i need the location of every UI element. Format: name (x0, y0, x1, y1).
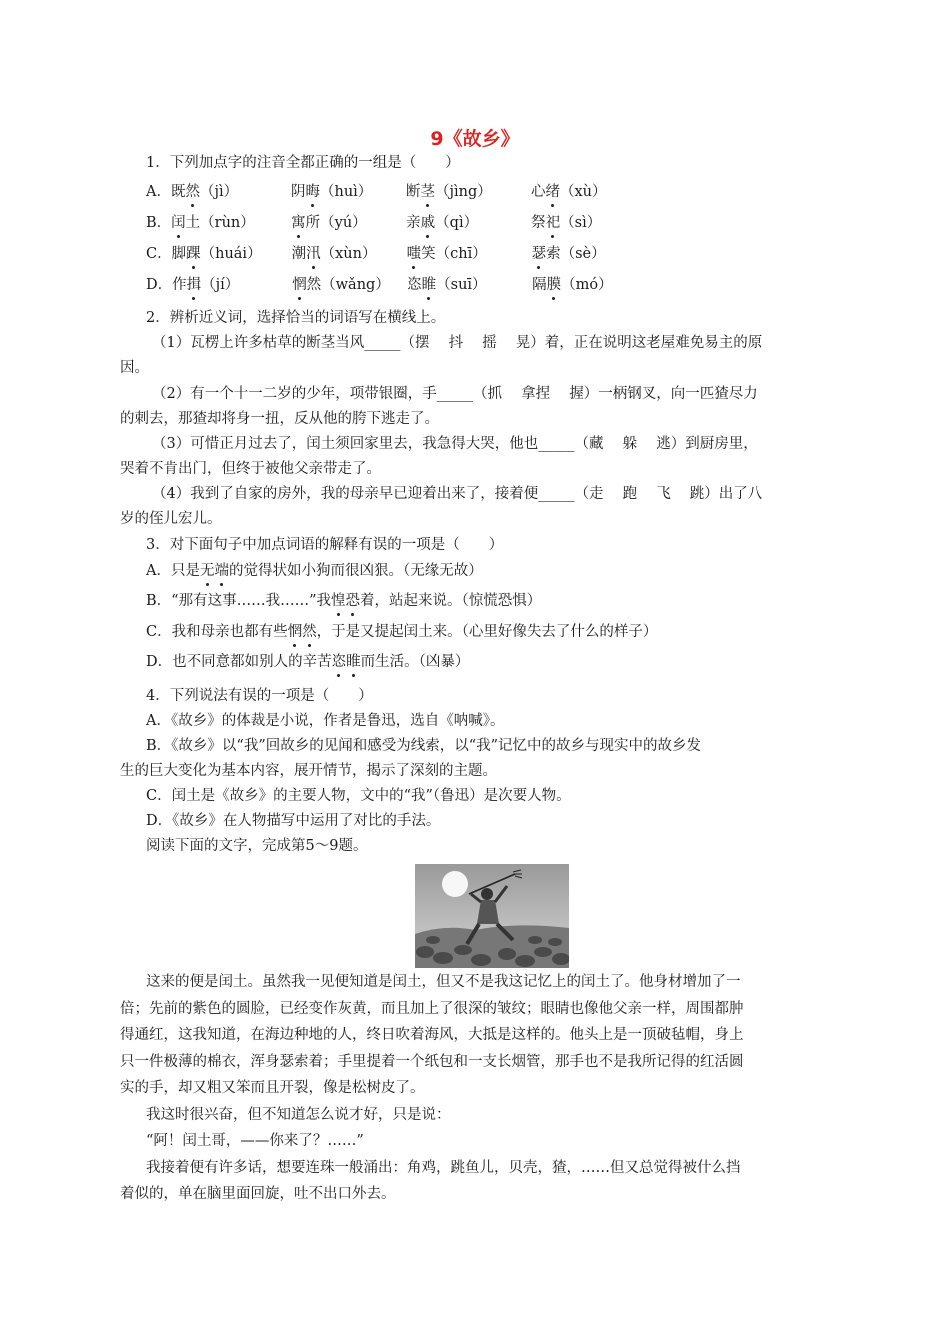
q1-dotted-char: 祀 (545, 215, 561, 231)
q1-char: 隔 (532, 277, 547, 293)
q1-pinyin: （qì） (435, 215, 479, 231)
q1-pinyin: 所（yú） (305, 215, 367, 231)
q1-char: 阴 (290, 184, 306, 200)
q4-option-b[interactable]: B．《故乡》以“我”回故乡的见闻和感受为线索，以“我”记忆中的故乡与现实中的故乡发 (146, 738, 702, 754)
q1-pinyin: （huì） (319, 184, 373, 200)
q2-line: （1）瓦楞上许多枯草的断茎当风_____（摆 抖 摇 晃）着，正在说明这老屋难免易主的原 (152, 335, 763, 351)
q1-option-a[interactable] (146, 182, 631, 202)
q1-dotted-char: 寓 (291, 215, 306, 231)
q1-choice-item (407, 244, 532, 264)
q3-stem: 3．对下面句子中加点词语的解释有误的一项是（ ） (146, 537, 504, 553)
q2-line: 岁的侄儿宏儿。 (120, 511, 222, 527)
q1-choice-item (292, 244, 407, 264)
q1-pinyin: （huái） (200, 246, 262, 262)
q1-choice-item (171, 182, 291, 202)
q4-stem: 4．下列说法有误的一项是（ ） (146, 688, 373, 704)
q3-option-d[interactable] (146, 652, 469, 672)
q3-text: 的觉得状如小狗而很凶狠。（无缘无故） (228, 563, 483, 579)
q3-option-b[interactable] (146, 591, 541, 611)
q3-dotted-char: 恣 (331, 654, 347, 670)
q3-dotted-char: 然 (302, 624, 317, 640)
q1-pinyin: （jì） (199, 184, 239, 200)
q1-char: 断 (405, 184, 421, 200)
q1-stem: 1．下列加点字的注音全都正确的一组是（ ） (146, 155, 460, 171)
q1-pinyin: 然（wǎng） (306, 277, 390, 293)
passage-line: 着似的，单在脑里面回旋，吐不出口外去。 (120, 1186, 396, 1202)
q1-choice-item (172, 275, 292, 295)
q1-choice-item (531, 213, 631, 233)
q1-pinyin: （mó） (561, 277, 613, 293)
q1-pinyin: （sì） (560, 215, 602, 231)
q1-char: 脚 (171, 246, 187, 262)
q3-text: ，于是又提起闰土来。（心里好像失去了什么的样子） (316, 624, 658, 640)
q3-dotted-word (288, 624, 317, 640)
q1-dotted-char: 膜 (546, 277, 562, 293)
q4-option-a[interactable]: A．《故乡》的体裁是小说，作者是鲁迅，选自《呐喊》。 (146, 713, 505, 729)
q1-option-d[interactable] (146, 275, 632, 295)
q1-char: 潮 (291, 246, 307, 262)
q1-pinyin: （xùn） (320, 246, 377, 262)
q2-stem: 2．辨析近义词，选择恰当的词语写在横线上。 (146, 310, 446, 326)
page-title: 9《故乡》 (430, 128, 520, 150)
q3-option-a[interactable] (146, 561, 483, 581)
q3-text: 而生活。（凶暴） (360, 654, 470, 670)
passage-line: 这来的便是闰土。虽然我一见便知道是闰土，但又不是我这记忆上的闰土了。他身材增加了一 (146, 974, 741, 990)
q1-dotted-char: 晦 (305, 184, 320, 200)
q1-dotted-char: 踝 (186, 246, 201, 262)
q1-option-label: C． (146, 246, 172, 262)
q1-option-label: D． (146, 277, 173, 293)
q1-choice-item (171, 213, 291, 233)
q1-char: 祭 (531, 215, 546, 231)
q1-dotted-char: 嗤 (406, 246, 422, 262)
q1-dotted-char: 戚 (420, 215, 436, 231)
q1-pinyin: （jí） (201, 277, 240, 293)
passage-line: 得通红，这我知道，在海边种地的人，终日吹着海风，大抵是这样的。他头上是一顶破毡帽，身上 (120, 1027, 744, 1043)
q2-line: （2）有一个十一二岁的少年，项带银圈，手_____（抓 拿捏 握）一柄钢叉，向一匹猹尽力 (152, 386, 758, 402)
q1-option-label: B． (146, 215, 172, 231)
passage-line: 实的手，却又粗又笨而且开裂，像是松树皮了。 (120, 1080, 425, 1096)
q4-option-c[interactable]: C．闰土是《故乡》的主要人物，文中的“我”（鲁迅）是次要人物。 (146, 788, 571, 804)
q1-dotted-char: 瑟 (531, 246, 547, 262)
q1-char: 作 (172, 277, 187, 293)
q1-option-c[interactable] (146, 244, 632, 264)
q1-choice-item (531, 182, 631, 202)
q1-choice-item (406, 182, 531, 202)
q1-choice-item (291, 182, 406, 202)
q1-choice-item (292, 275, 407, 295)
q2-line: 哭着不肯出门，但终于被他父亲带走了。 (120, 461, 381, 477)
passage-line: 我接着便有许多话，想要连珠一般涌出：角鸡，跳鱼儿，贝壳，猹，……但又总觉得被什么挡 (146, 1160, 741, 1176)
q3-dotted-char: 无 (199, 563, 215, 579)
q2-line: （4）我到了自家的房外，我的母亲早已迎着出来了，接着便_____（走 跑 飞 跳）出了八 (152, 486, 763, 502)
passage-line: 倍；先前的紫色的圆脸，已经变作灰黄，而且加上了很深的皱纹；眼睛也像他父亲一样，周围都肿 (120, 1001, 744, 1017)
q1-dotted-char: 然 (185, 184, 200, 200)
q1-pinyin: 索（sè） (546, 246, 606, 262)
q3-text: D．也不同意都如别人的辛苦 (146, 654, 332, 670)
q3-dotted-char: 惘 (287, 624, 303, 640)
q3-text: B．“那有这事……我……”我 (146, 593, 331, 609)
q1-dotted-char: 绪 (545, 184, 560, 200)
q3-dotted-word (331, 593, 360, 609)
reading-intro: 阅读下面的文字，完成第5～9题。 (146, 838, 368, 854)
q3-text: C．我和母亲也都有些 (146, 624, 288, 640)
q1-pinyin: （jìng） (434, 184, 492, 200)
q1-option-label: A． (146, 184, 171, 200)
q3-dotted-char: 恐 (345, 593, 360, 609)
illustration-drawing (415, 864, 569, 968)
q1-dotted-char: 睢 (421, 277, 437, 293)
q1-pinyin: 笑（chī） (421, 246, 487, 262)
q1-dotted-char: 惘 (292, 277, 307, 293)
q3-dotted-word (200, 563, 229, 579)
passage-line: “阿！闰土哥，——你来了？……” (146, 1133, 364, 1149)
q1-dotted-char: 汛 (306, 246, 321, 262)
q1-choice-item (291, 213, 406, 233)
q1-dotted-char: 茎 (420, 184, 435, 200)
q3-text: A．只是 (146, 563, 200, 579)
q3-dotted-char: 端 (214, 563, 229, 579)
passage-line: 我这时很兴奋，但不知道怎么说才好，只是说： (146, 1107, 451, 1123)
q1-choice-item (407, 275, 532, 295)
q3-option-c[interactable] (146, 622, 657, 642)
q4-option-d[interactable]: D．《故乡》在人物描写中运用了对比的手法。 (146, 813, 441, 829)
q2-line: （3）可惜正月过去了，闰土须回家里去，我急得大哭，他也_____（藏 躲 逃）到厨房里， (152, 436, 758, 452)
q1-pinyin: （suī） (436, 277, 487, 293)
q1-option-b[interactable] (146, 213, 631, 233)
q2-line: 的刺去，那猹却将身一扭，反从他的胯下逃走了。 (120, 411, 439, 427)
q1-choice-item (532, 244, 632, 264)
q1-dotted-char: 闰 (171, 215, 186, 231)
passage-line: 只一件极薄的棉衣，浑身瑟索着；手里提着一个纸包和一支长烟管，那手也不是我所记得的红活圆 (120, 1054, 744, 1070)
q3-dotted-word (332, 654, 361, 670)
q1-char: 心 (530, 184, 546, 200)
q1-pinyin: 土（rùn） (185, 215, 255, 231)
q3-text: 着，站起来说。（惊慌恐惧） (359, 593, 542, 609)
q1-char: 既 (170, 184, 186, 200)
q2-line: 因。 (120, 360, 149, 376)
q1-dotted-char: 揖 (186, 277, 202, 293)
q4-option-b-cont: 生的巨大变化为基本内容，展开情节，揭示了深刻的主题。 (120, 763, 497, 779)
q1-pinyin: （xù） (559, 184, 607, 200)
q1-char: 恣 (407, 277, 422, 293)
q1-choice-item (172, 244, 292, 264)
illustration-runtu (415, 864, 569, 968)
q1-choice-item (406, 213, 531, 233)
q3-dotted-char: 睢 (346, 654, 361, 670)
q1-choice-item (532, 275, 632, 295)
q3-dotted-char: 惶 (330, 593, 346, 609)
q1-char: 亲 (406, 215, 421, 231)
